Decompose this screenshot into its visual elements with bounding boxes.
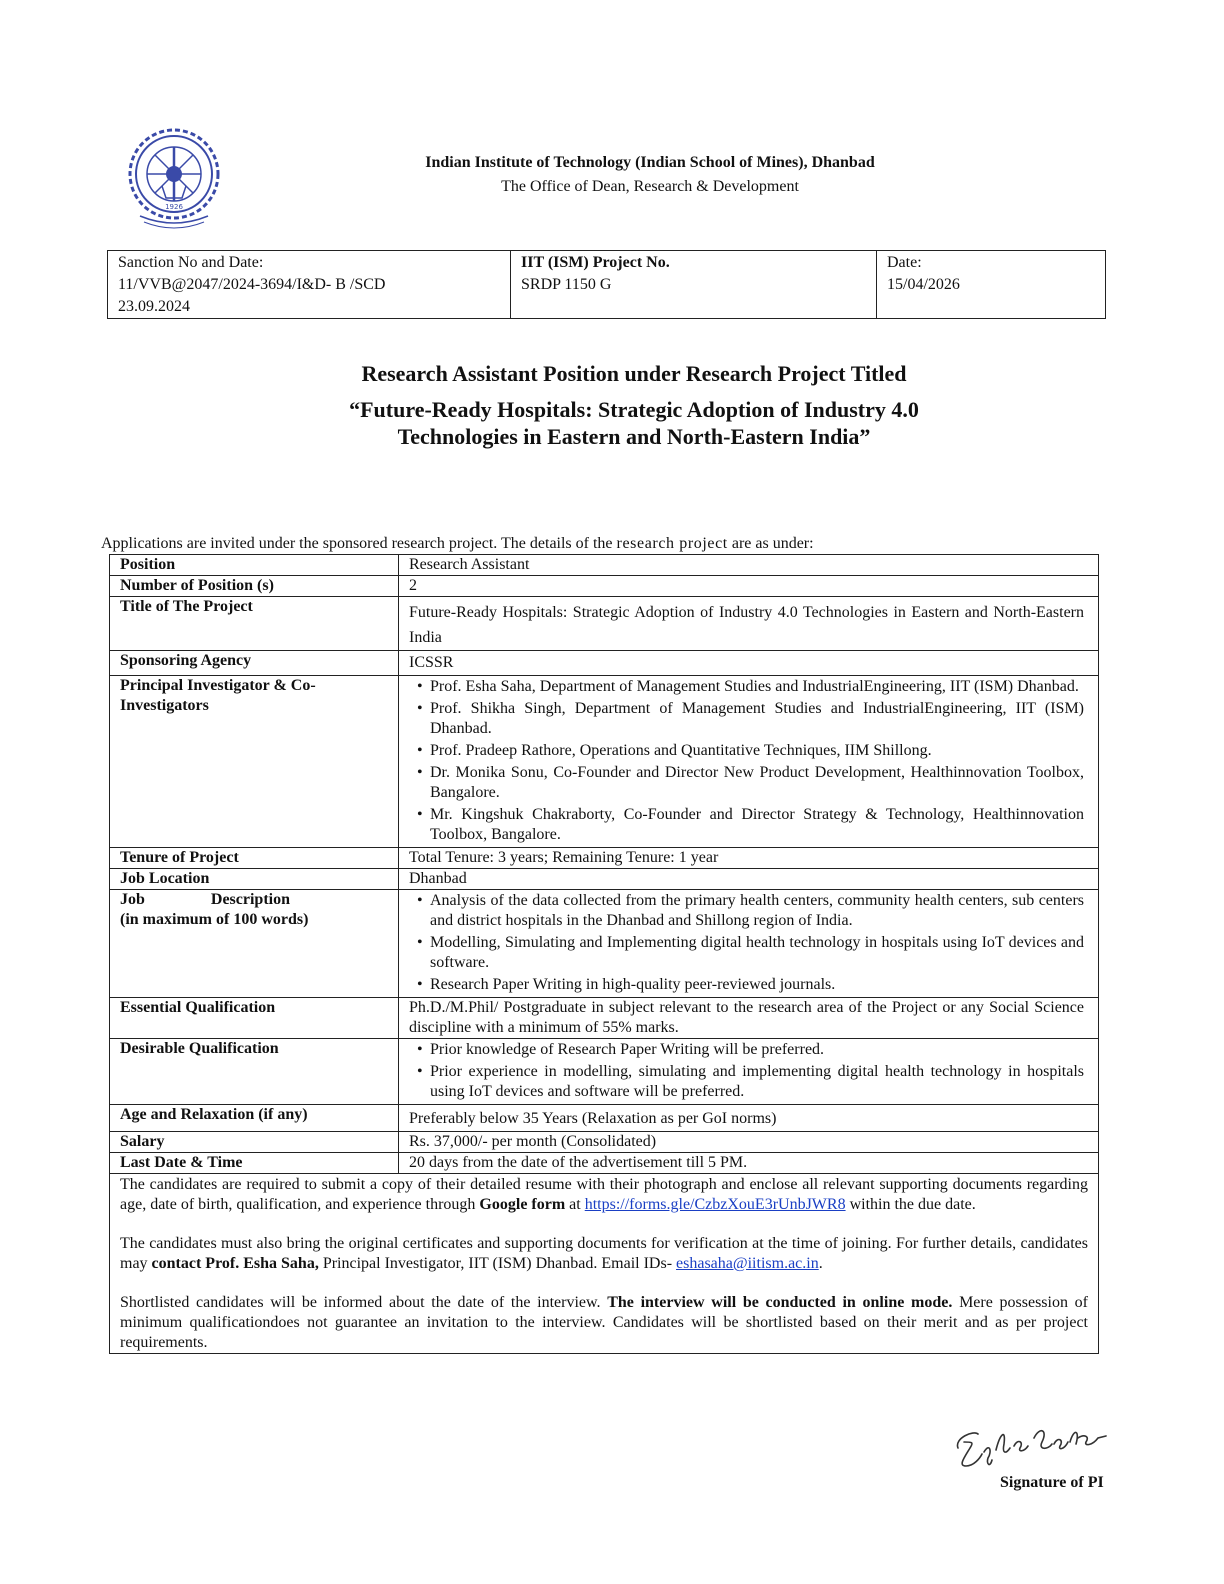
salary-label: Salary [110, 1132, 399, 1153]
contact-text: contact Prof. Esha Saha, [151, 1255, 319, 1272]
list-item: • Prof. Shikha Singh, Department of Management Studies and IndustrialEngineering, IIT (ISM) Dhanbad. [409, 699, 1084, 739]
job-word: Job [120, 891, 145, 908]
salary-value: Rs. 37,000/- per month (Consolidated) [399, 1132, 1099, 1153]
num-positions-label: Number of Position (s) [110, 576, 399, 597]
notes-cell [110, 1174, 1099, 1354]
document-header [300, 152, 1000, 200]
note-text: Mere possession of minimum qualificationdoes not guarantee an invitation to the interview. Candidates will be shortlisted based on their merit and as per project requirements. [120, 1294, 1089, 1351]
table-row [110, 576, 1099, 597]
sanction-number: 11/VVB@2047/2024-3694/I&D- B /SCD [118, 276, 386, 293]
date-cell [877, 251, 1105, 318]
note-text: The candidates are required to submit a copy of their detailed resume with their photograph and enclose all relevant supporting documents regarding age, date of birth, qualification, and experience through [120, 1176, 1088, 1213]
note-text: . [818, 1255, 823, 1272]
signature-label: Signature of PI [1000, 1474, 1104, 1491]
table-row [110, 890, 1099, 998]
location-label: Job Location [110, 869, 399, 890]
agency-value: ICSSR [399, 651, 1099, 676]
project-title-value: Future-Ready Hospitals: Strategic Adoption of Industry 4.0 Technologies in Eastern and North-Eastern India [399, 597, 1099, 651]
title-line-2: “Future-Ready Hospitals: Strategic Adoption of Industry 4.0 Technologies in Eastern and North-Eastern India” [349, 397, 919, 449]
table-row [110, 1132, 1099, 1153]
investigators-value [399, 676, 1099, 848]
office-name: The Office of Dean, Research & Development [501, 178, 799, 195]
advertisement-title [334, 360, 934, 450]
tenure-value: Total Tenure: 3 years; Remaining Tenure: 1 year [399, 848, 1099, 869]
list-item: • Prof. Pradeep Rathore, Operations and Quantitative Techniques, IIM Shillong. [409, 741, 1084, 761]
table-row [110, 998, 1099, 1039]
sanction-label: Sanction No and Date: [118, 254, 264, 271]
age-label: Age and Relaxation (if any) [110, 1105, 399, 1132]
note-paragraph-2 [120, 1234, 1088, 1274]
list-item: • Dr. Monika Sonu, Co-Founder and Director New Product Development, Healthinnovation Toolbox, Bangalore. [409, 763, 1084, 803]
details-table [109, 554, 1099, 1354]
job-description-list [409, 891, 1084, 995]
essential-label: Essential Qualification [110, 998, 399, 1039]
last-date-label: Last Date & Time [110, 1153, 399, 1174]
table-row [110, 1153, 1099, 1174]
age-value: Preferably below 35 Years (Relaxation as per GoI norms) [399, 1105, 1099, 1132]
position-value: Research Assistant [399, 555, 1099, 576]
table-row [110, 848, 1099, 869]
interview-mode-text: The interview will be conducted in online mode. [607, 1294, 953, 1311]
project-title-label: Title of The Project [110, 597, 399, 651]
google-form-text: Google form [479, 1196, 566, 1213]
job-description-label [110, 890, 399, 998]
table-row [110, 676, 1099, 848]
institute-logo [126, 126, 222, 230]
desirable-label: Desirable Qualification [110, 1039, 399, 1105]
job-description-label-line2: (in maximum of 100 words) [120, 911, 309, 928]
position-label: Position [110, 555, 399, 576]
intro-text [101, 534, 1111, 554]
signature-image [944, 1408, 1119, 1474]
institute-name: Indian Institute of Technology (Indian School of Mines), Dhanbad [425, 154, 875, 171]
date-value: 15/04/2026 [887, 276, 960, 293]
note-paragraph-3 [120, 1293, 1088, 1353]
sanction-box [107, 250, 1106, 319]
investigators-list [409, 677, 1084, 845]
list-item: • Prior experience in modelling, simulating and implementing digital health technology in hospitals using IoT devices and software will be preferred. [409, 1062, 1084, 1102]
investigators-label: Principal Investigator & Co-Investigators [110, 676, 399, 848]
note-paragraph-1 [120, 1175, 1088, 1215]
table-row [110, 1105, 1099, 1132]
num-positions-value: 2 [399, 576, 1099, 597]
last-date-value: 20 days from the date of the advertisement till 5 PM. [399, 1153, 1099, 1174]
location-value: Dhanbad [399, 869, 1099, 890]
job-description-label-line1 [120, 890, 290, 910]
list-item: • Prior knowledge of Research Paper Writing will be preferred. [409, 1040, 1084, 1060]
table-row [110, 1039, 1099, 1105]
agency-label: Sponsoring Agency [110, 651, 399, 676]
intro-spaced: research project [616, 535, 728, 552]
list-item: • Analysis of the data collected from the primary health centers, community health centers, sub centers and district hospitals in the Dhanbad and Shillong region of India. [409, 891, 1084, 931]
table-row [110, 555, 1099, 576]
title-line-1: Research Assistant Position under Research Project Titled [361, 361, 907, 386]
note-text: Principal Investigator, IIT (ISM) Dhanbad. Email IDs- [322, 1255, 673, 1272]
project-number: SRDP 1150 G [521, 276, 612, 293]
project-cell [511, 251, 877, 318]
note-text: The candidates must also bring the original certificates and supporting documents for verification at the time of joining. For further details, candidates may [120, 1235, 1088, 1272]
list-item: • Research Paper Writing in high-quality peer-reviewed journals. [409, 975, 1084, 995]
note-text: Shortlisted candidates will be informed about the date of the interview. [120, 1294, 601, 1311]
google-form-link[interactable]: https://forms.gle/CzbzXouE3rUnbJWR8 [584, 1196, 846, 1213]
essential-value: Ph.D./M.Phil/ Postgraduate in subject relevant to the research area of the Project or any Social Science discipline with a minimum of 55% marks. [399, 998, 1099, 1039]
sanction-cell [108, 251, 511, 318]
tenure-label: Tenure of Project [110, 848, 399, 869]
list-item: • Mr. Kingshuk Chakraborty, Co-Founder and Director Strategy & Technology, Healthinnovation Toolbox, Bangalore. [409, 805, 1084, 845]
note-text: within the due date. [849, 1196, 976, 1213]
list-item: • Prof. Esha Saha, Department of Management Studies and IndustrialEngineering, IIT (ISM) Dhanbad. [409, 677, 1084, 697]
table-row [110, 869, 1099, 890]
desirable-list [409, 1040, 1084, 1102]
job-description-value [399, 890, 1099, 998]
email-link[interactable]: eshasaha@iitism.ac.in [676, 1255, 819, 1272]
date-label: Date: [887, 254, 922, 271]
intro-tail: are as under: [731, 535, 814, 552]
description-word: Description [210, 891, 290, 908]
note-text: at [569, 1196, 581, 1213]
svg-text:1926: 1926 [165, 203, 183, 211]
table-row [110, 597, 1099, 651]
table-row [110, 651, 1099, 676]
sanction-date: 23.09.2024 [118, 298, 190, 315]
list-item: • Modelling, Simulating and Implementing digital health technology in hospitals using IoT devices and software. [409, 933, 1084, 973]
project-label: IIT (ISM) Project No. [521, 254, 670, 271]
table-row [110, 1174, 1099, 1354]
intro-main: Applications are invited under the sponsored research project. The details of the [101, 535, 613, 552]
desirable-value [399, 1039, 1099, 1105]
